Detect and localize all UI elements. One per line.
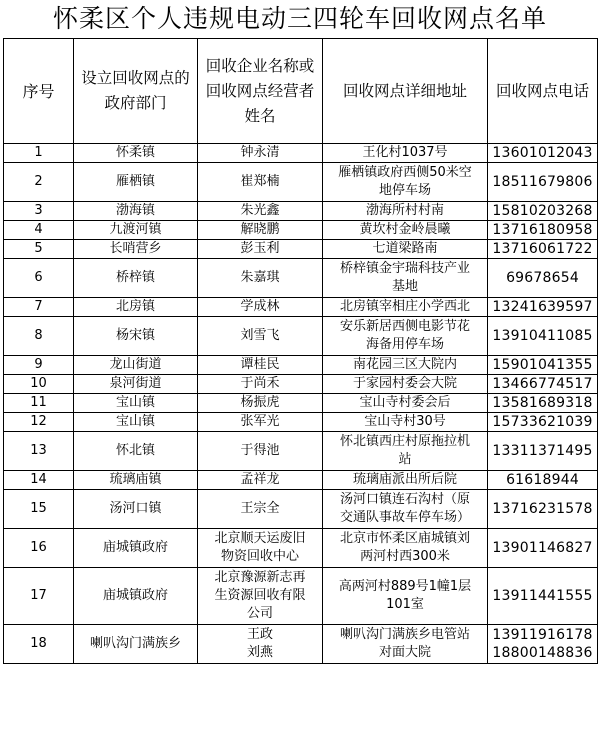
cell-address-line: 宝山寺村委会后 xyxy=(359,395,451,410)
table-row xyxy=(4,317,598,356)
cell-operator xyxy=(198,375,323,394)
cell-address xyxy=(323,568,488,625)
cell-operator xyxy=(198,394,323,413)
cell-address-line: 七道梁路南 xyxy=(372,241,438,256)
cell-address xyxy=(323,240,488,259)
cell-serial-number: 6 xyxy=(4,259,74,298)
cell-serial-number: 7 xyxy=(4,298,74,317)
cell-department xyxy=(74,471,198,490)
cell-department xyxy=(74,356,198,375)
cell-serial-number: 3 xyxy=(4,202,74,221)
cell-operator xyxy=(198,568,323,625)
cell-operator-line: 解晓鹏 xyxy=(240,222,280,237)
cell-department xyxy=(74,144,198,163)
table-row xyxy=(4,413,598,432)
cell-address-line: 对面大院 xyxy=(378,645,431,660)
cell-operator-line: 崔郑楠 xyxy=(240,174,280,189)
cell-phone xyxy=(488,163,598,202)
cell-department xyxy=(74,298,198,317)
cell-phone-line: 61618944 xyxy=(506,472,579,488)
cell-address-line: 北房镇宰相庄小学西北 xyxy=(339,299,470,314)
cell-phone xyxy=(488,221,598,240)
table-row xyxy=(4,259,598,298)
header-operator-name: 回收企业名称或回收网点经营者姓名 xyxy=(198,39,323,144)
cell-phone-line: 18511679806 xyxy=(492,174,593,190)
table-row xyxy=(4,202,598,221)
cell-phone xyxy=(488,394,598,413)
cell-operator xyxy=(198,413,323,432)
cell-address xyxy=(323,259,488,298)
cell-department-line: 宝山镇 xyxy=(115,414,155,429)
cell-operator-line: 钟永清 xyxy=(240,145,280,160)
header-row xyxy=(4,39,598,144)
cell-phone xyxy=(488,317,598,356)
cell-operator-line: 公司 xyxy=(246,606,273,621)
cell-address-line: 怀北镇西庄村原拖拉机 xyxy=(339,434,470,449)
cell-address-line: 琉璃庙派出所后院 xyxy=(352,472,457,487)
cell-operator-line: 孟祥龙 xyxy=(240,472,280,487)
cell-phone-line: 13911916178 xyxy=(492,627,593,643)
cell-address-line: 于家园村委会大院 xyxy=(352,376,457,391)
cell-operator xyxy=(198,221,323,240)
cell-operator-line: 朱嘉琪 xyxy=(240,270,280,285)
cell-department-line: 雁栖镇 xyxy=(115,174,155,189)
cell-phone xyxy=(488,432,598,471)
cell-address-line: 南花园三区大院内 xyxy=(352,357,457,372)
cell-department xyxy=(74,568,198,625)
cell-department xyxy=(74,163,198,202)
cell-department-line: 长哨营乡 xyxy=(109,241,162,256)
cell-phone-line: 15901041355 xyxy=(492,357,593,373)
cell-phone-line: 15733621039 xyxy=(492,414,593,430)
cell-phone-line: 15810203268 xyxy=(492,203,593,219)
cell-department-line: 九渡河镇 xyxy=(109,222,162,237)
cell-address-line: 高两河村889号1幢1层 xyxy=(338,579,472,594)
cell-phone-line: 18800148836 xyxy=(492,645,593,661)
cell-phone-line: 13716180958 xyxy=(492,222,593,238)
cell-operator-line: 学成林 xyxy=(240,299,280,314)
cell-phone-line: 13311371495 xyxy=(492,443,593,459)
table-row xyxy=(4,394,598,413)
cell-serial-number: 1 xyxy=(4,144,74,163)
cell-phone-line: 13241639597 xyxy=(492,299,593,315)
cell-address-line: 海备用停车场 xyxy=(365,337,444,352)
cell-operator-line: 杨振虎 xyxy=(240,395,280,410)
cell-department xyxy=(74,625,198,664)
cell-address-line: 汤河口镇连石沟村（原 xyxy=(339,492,470,507)
cell-phone xyxy=(488,529,598,568)
cell-department-line: 汤河口镇 xyxy=(109,501,162,516)
cell-operator-line: 张军光 xyxy=(240,414,280,429)
cell-department-line: 喇叭沟门满族乡 xyxy=(89,636,181,651)
cell-department-line: 庙城镇政府 xyxy=(102,588,168,603)
table-row xyxy=(4,356,598,375)
table-header xyxy=(4,39,598,144)
cell-address xyxy=(323,471,488,490)
cell-operator xyxy=(198,144,323,163)
cell-serial-number: 4 xyxy=(4,221,74,240)
cell-operator xyxy=(198,490,323,529)
table-row xyxy=(4,625,598,664)
cell-address xyxy=(323,529,488,568)
cell-department-line: 怀北镇 xyxy=(115,443,155,458)
recycling-sites-table xyxy=(3,38,598,664)
cell-operator xyxy=(198,356,323,375)
cell-phone xyxy=(488,202,598,221)
cell-department-line: 北房镇 xyxy=(115,299,155,314)
cell-phone-line: 13716061722 xyxy=(492,241,593,257)
cell-phone-line: 69678654 xyxy=(506,270,579,286)
cell-phone-line: 13911441555 xyxy=(492,588,593,604)
cell-phone xyxy=(488,240,598,259)
cell-serial-number: 9 xyxy=(4,356,74,375)
cell-phone xyxy=(488,259,598,298)
page-title: 怀柔区个人违规电动三四轮车回收网点名单 xyxy=(52,4,547,33)
cell-phone xyxy=(488,298,598,317)
cell-address-line: 交通队事故车停车场） xyxy=(339,510,470,525)
cell-phone-line: 13901146827 xyxy=(492,540,593,556)
cell-address-line: 喇叭沟门满族乡电管站 xyxy=(339,627,470,642)
cell-address xyxy=(323,413,488,432)
cell-address-line: 王化村1037号 xyxy=(362,145,448,160)
cell-address-line: 101室 xyxy=(386,597,424,612)
cell-address-line: 基地 xyxy=(391,279,418,294)
table-row xyxy=(4,471,598,490)
cell-department xyxy=(74,221,198,240)
cell-address-line: 宝山寺村30号 xyxy=(364,414,446,429)
cell-operator xyxy=(198,298,323,317)
cell-serial-number: 5 xyxy=(4,240,74,259)
cell-department xyxy=(74,490,198,529)
cell-address xyxy=(323,317,488,356)
cell-department xyxy=(74,432,198,471)
cell-serial-number: 12 xyxy=(4,413,74,432)
cell-department xyxy=(74,317,198,356)
cell-address-line: 两河村西300米 xyxy=(360,549,450,564)
cell-department-line: 桥梓镇 xyxy=(115,270,155,285)
cell-department-line: 泉河街道 xyxy=(109,376,162,391)
cell-serial-number: 2 xyxy=(4,163,74,202)
cell-serial-number: 17 xyxy=(4,568,74,625)
cell-address-line: 黄坎村金岭晨曦 xyxy=(359,222,451,237)
cell-serial-number: 18 xyxy=(4,625,74,664)
cell-operator-line: 刘雪飞 xyxy=(240,328,280,343)
cell-operator xyxy=(198,163,323,202)
cell-address-line: 桥梓镇金宇瑞科技产业 xyxy=(339,261,470,276)
cell-department xyxy=(74,259,198,298)
cell-department xyxy=(74,394,198,413)
cell-department xyxy=(74,375,198,394)
table-row xyxy=(4,432,598,471)
cell-department-line: 杨宋镇 xyxy=(115,328,155,343)
cell-phone xyxy=(488,471,598,490)
table-row xyxy=(4,240,598,259)
table-row xyxy=(4,144,598,163)
cell-operator-line: 谭桂民 xyxy=(240,357,280,372)
cell-operator-line: 生资源回收有限 xyxy=(214,588,306,603)
cell-address xyxy=(323,221,488,240)
cell-operator xyxy=(198,202,323,221)
cell-address-line: 北京市怀柔区庙城镇刘 xyxy=(339,531,470,546)
cell-operator xyxy=(198,317,323,356)
cell-serial-number: 13 xyxy=(4,432,74,471)
table-row xyxy=(4,529,598,568)
cell-phone-line: 13601012043 xyxy=(492,145,593,161)
cell-address xyxy=(323,144,488,163)
cell-department-line: 渤海镇 xyxy=(115,203,155,218)
cell-phone xyxy=(488,375,598,394)
cell-operator-line: 王宗全 xyxy=(240,501,280,516)
cell-department xyxy=(74,529,198,568)
cell-department-line: 宝山镇 xyxy=(115,395,155,410)
cell-serial-number: 15 xyxy=(4,490,74,529)
cell-address xyxy=(323,625,488,664)
table-row xyxy=(4,163,598,202)
table-row xyxy=(4,375,598,394)
cell-serial-number: 14 xyxy=(4,471,74,490)
cell-department-line: 龙山街道 xyxy=(109,357,162,372)
cell-address-line: 安乐新居西侧电影节花 xyxy=(339,319,470,334)
cell-department xyxy=(74,240,198,259)
cell-operator-line: 彭玉利 xyxy=(240,241,280,256)
cell-address xyxy=(323,163,488,202)
cell-phone-line: 13716231578 xyxy=(492,501,593,517)
cell-department-line: 怀柔镇 xyxy=(115,145,155,160)
cell-address xyxy=(323,356,488,375)
cell-operator xyxy=(198,529,323,568)
cell-operator xyxy=(198,240,323,259)
header-address: 回收网点详细地址 xyxy=(323,39,488,144)
header-serial-number: 序号 xyxy=(4,39,74,144)
cell-operator-line: 于尚禾 xyxy=(240,376,280,391)
cell-phone xyxy=(488,490,598,529)
cell-address xyxy=(323,298,488,317)
cell-address-line: 站 xyxy=(398,452,412,467)
cell-serial-number: 11 xyxy=(4,394,74,413)
cell-address-line: 地停车场 xyxy=(378,183,431,198)
cell-operator-line: 物资回收中心 xyxy=(220,549,299,564)
cell-serial-number: 16 xyxy=(4,529,74,568)
cell-phone xyxy=(488,413,598,432)
cell-operator-line: 北京豫源新志再 xyxy=(214,570,306,585)
cell-phone-line: 13466774517 xyxy=(492,376,593,392)
cell-serial-number: 10 xyxy=(4,375,74,394)
cell-operator xyxy=(198,432,323,471)
cell-phone-line: 13581689318 xyxy=(492,395,593,411)
cell-serial-number: 8 xyxy=(4,317,74,356)
cell-phone-line: 13910411085 xyxy=(492,328,593,344)
cell-operator-line: 北京顺天运废旧 xyxy=(214,531,306,546)
cell-phone xyxy=(488,144,598,163)
cell-operator-line: 刘燕 xyxy=(246,645,273,660)
cell-department xyxy=(74,202,198,221)
cell-address xyxy=(323,432,488,471)
cell-department-line: 庙城镇政府 xyxy=(102,540,168,555)
cell-address xyxy=(323,490,488,529)
cell-phone xyxy=(488,568,598,625)
table-row xyxy=(4,298,598,317)
cell-operator xyxy=(198,625,323,664)
cell-address xyxy=(323,202,488,221)
header-phone: 回收网点电话 xyxy=(488,39,598,144)
table-row xyxy=(4,490,598,529)
table-row xyxy=(4,568,598,625)
header-government-department: 设立回收网点的政府部门 xyxy=(74,39,198,144)
cell-address xyxy=(323,375,488,394)
cell-operator-line: 朱光鑫 xyxy=(240,203,280,218)
cell-operator xyxy=(198,259,323,298)
cell-address xyxy=(323,394,488,413)
cell-operator-line: 王政 xyxy=(246,627,273,642)
table-row xyxy=(4,221,598,240)
cell-phone xyxy=(488,356,598,375)
cell-phone xyxy=(488,625,598,664)
cell-department xyxy=(74,413,198,432)
cell-operator-line: 于得池 xyxy=(240,443,280,458)
cell-address-line: 雁栖镇政府西侧50米空 xyxy=(338,165,472,180)
table-body xyxy=(4,144,598,664)
cell-operator xyxy=(198,471,323,490)
cell-department-line: 琉璃庙镇 xyxy=(109,472,162,487)
cell-address-line: 渤海所村村南 xyxy=(365,203,444,218)
